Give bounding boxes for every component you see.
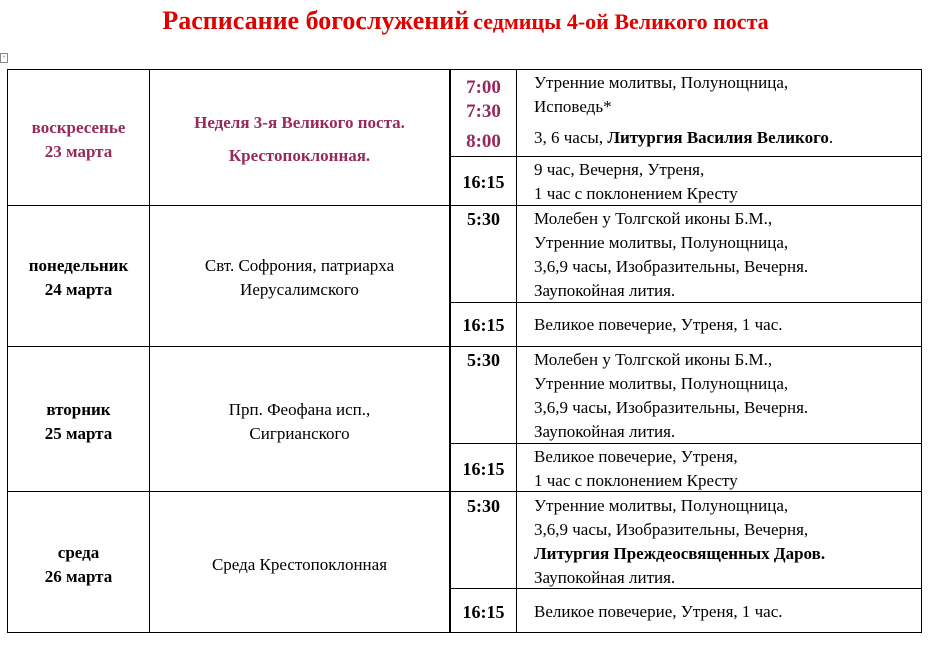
day-cell	[8, 254, 149, 302]
service-line: Утренние молитвы, Полунощница,	[534, 73, 789, 92]
service-divider	[450, 156, 921, 157]
service-text	[534, 207, 919, 303]
service-line: 3, 6 часы,	[534, 128, 608, 147]
service-line: 3,6,9 часы, Изобразительны, Вечерня.	[534, 398, 809, 417]
time-cell	[451, 207, 516, 231]
title-part2: седмицы 4-ой Великого поста	[473, 9, 769, 34]
service-line: 1 час с поклонением Кресту	[534, 184, 738, 203]
service-line: Утренние молитвы, Полунощница,	[534, 374, 789, 393]
service-line: Заупокойная лития.	[534, 422, 676, 441]
service-line-bold: Литургия Преждеосвященных Даров.	[534, 544, 826, 563]
row-divider	[7, 346, 921, 347]
weekday: вторник	[46, 400, 111, 419]
service-text	[534, 313, 919, 337]
service-text	[534, 445, 919, 493]
time-cell	[451, 170, 516, 194]
service-time: 16:15	[462, 172, 505, 192]
feast-cell	[150, 398, 449, 446]
time-cell	[451, 76, 516, 154]
service-bold: Литургия Василия Великого	[607, 128, 829, 147]
table-move-handle-icon[interactable]: +	[0, 53, 8, 63]
feast-line: Крестопоклонная.	[228, 146, 371, 165]
service-line: Утренние молитвы, Полунощница,	[534, 496, 789, 515]
service-line: 1 час с поклонением Кресту	[534, 471, 738, 490]
service-line: Великое повечерие, Утреня, 1 час.	[534, 602, 783, 621]
service-time: 16:15	[462, 459, 505, 479]
service-time: 5:30	[467, 496, 500, 516]
service-time: 7:00	[466, 77, 501, 98]
page-title	[0, 6, 931, 36]
day-cell	[8, 398, 149, 446]
service-line: Исповедь*	[534, 97, 612, 116]
time-cell	[451, 600, 516, 624]
feast-line: Прп. Феофана исп.,	[228, 400, 371, 419]
time-cell	[451, 457, 516, 481]
service-time: 7:30	[466, 101, 501, 122]
service-punct: .	[828, 128, 834, 147]
service-text	[534, 71, 919, 150]
column-divider	[516, 69, 517, 632]
feast-cell	[150, 106, 449, 172]
service-time: 5:30	[467, 209, 500, 229]
feast-line: Неделя 3-я Великого поста.	[194, 113, 405, 132]
service-line-liturgy	[534, 126, 919, 150]
date: 24 марта	[44, 280, 113, 299]
day-cell	[8, 541, 149, 589]
service-time: 8:00	[466, 131, 501, 152]
service-text	[534, 348, 919, 444]
time-cell	[451, 348, 516, 372]
feast-line: Сигрианского	[249, 424, 350, 443]
service-line: Молебен у Толгской иконы Б.М.,	[534, 209, 773, 228]
feast-line: Иерусалимского	[240, 280, 359, 299]
weekday: среда	[57, 543, 100, 562]
time-cell	[451, 494, 516, 518]
time-cell	[451, 313, 516, 337]
service-line: Великое повечерие, Утреня, 1 час.	[534, 315, 783, 334]
service-line: 3,6,9 часы, Изобразительны, Вечерня.	[534, 257, 809, 276]
service-line: Великое повечерие, Утреня,	[534, 447, 738, 466]
service-line: Заупокойная лития.	[534, 281, 676, 300]
service-time: 16:15	[462, 602, 505, 622]
service-line: Заупокойная лития.	[534, 568, 676, 587]
service-text	[534, 494, 919, 590]
title-part1: Расписание богослужений	[162, 6, 470, 35]
service-line: Молебен у Толгской иконы Б.М.,	[534, 350, 773, 369]
service-time: 5:30	[467, 350, 500, 370]
weekday: понедельник	[28, 256, 129, 275]
date: 26 марта	[44, 567, 113, 586]
feast-cell	[150, 553, 449, 577]
service-text	[534, 600, 919, 624]
date: 23 марта	[44, 142, 113, 161]
service-line: 3,6,9 часы, Изобразительны, Вечерня,	[534, 520, 809, 539]
date: 25 марта	[44, 424, 113, 443]
day-cell	[8, 116, 149, 164]
feast-line: Свт. Софрония, патриарха	[204, 256, 395, 275]
feast-line: Среда Крестопоклонная	[211, 555, 388, 574]
weekday: воскресенье	[31, 118, 126, 137]
service-line: Утренние молитвы, Полунощница,	[534, 233, 789, 252]
service-text	[534, 158, 919, 206]
service-time: 16:15	[462, 315, 505, 335]
feast-cell	[150, 254, 449, 302]
service-line: 9 час, Вечерня, Утреня,	[534, 160, 705, 179]
